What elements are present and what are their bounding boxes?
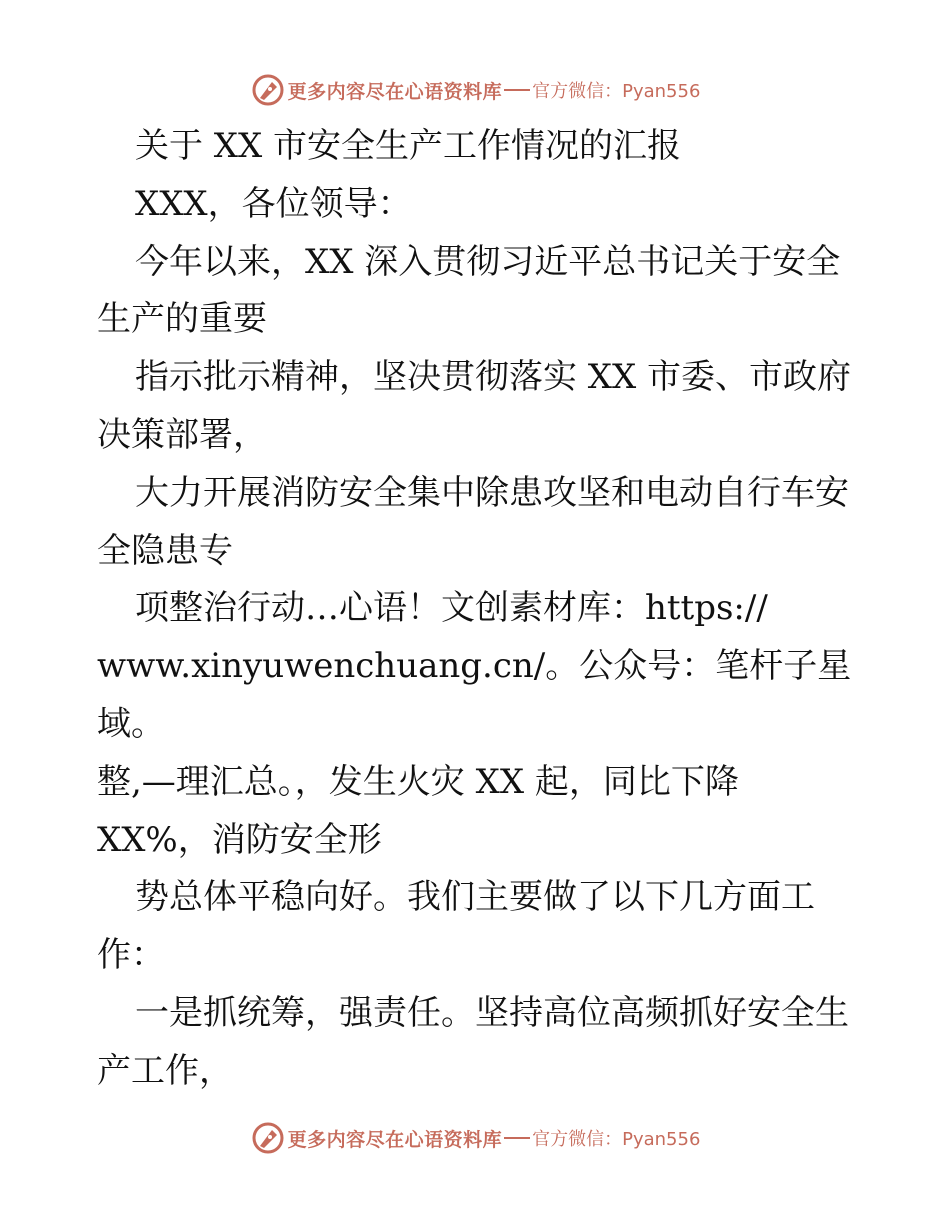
banner-contact-text: 官方微信：Pyan556 (532, 1129, 701, 1150)
text-line: 势总体平稳向好。我们主要做了以下几方面工 (135, 877, 815, 918)
text-line: 产工作， (97, 1050, 233, 1091)
paragraph (97, 234, 857, 350)
text-line: XXX，各位领导： (135, 183, 412, 224)
banner-main-text: 更多内容尽在心语资料库 (287, 1128, 503, 1151)
paragraph (97, 580, 857, 869)
text-line: 大力开展消防安全集中除患攻坚和电动自行车安 (135, 472, 849, 513)
text-line: 关于 XX 市安全生产工作情况的汇报 (135, 126, 682, 166)
text-line: 决策部署， (97, 414, 267, 455)
text-line: 项整治行动…心语！文创素材库：https:// (135, 588, 768, 629)
pen-nib-logo-icon (250, 1120, 286, 1156)
text-line: 指示批示精神，坚决贯彻落实 XX 市委、市政府 (135, 357, 852, 398)
banner-dash (504, 89, 530, 91)
text-line: 今年以来，XX 深入贯彻习近平总书记关于安全 (135, 241, 841, 282)
text-line: 作： (97, 935, 165, 976)
text-line: XX%，消防安全形 (97, 819, 382, 860)
paragraph (97, 985, 857, 1101)
document-body (97, 118, 857, 1101)
text-line: www.xinyuwenchuang.cn/。公众号：笔杆子星域。 (97, 646, 852, 744)
banner-dash (504, 1137, 530, 1139)
text-line: 整,—理汇总。，发生火灾 XX 起，同比下降 (97, 761, 739, 802)
text-line: 生产的重要 (97, 299, 267, 340)
text-line: 一是抓统筹，强责任。坚持高位高频抓好安全生 (135, 992, 849, 1033)
paragraph (97, 465, 857, 581)
banner-contact-text: 官方微信：Pyan556 (532, 81, 701, 102)
paragraph (97, 118, 857, 176)
header-watermark-banner (0, 70, 950, 110)
paragraph (97, 176, 857, 234)
banner-main-text: 更多内容尽在心语资料库 (287, 80, 503, 103)
text-line: 全隐患专 (97, 530, 233, 571)
paragraph (97, 869, 857, 985)
footer-watermark-banner (0, 1118, 950, 1158)
paragraph (97, 349, 857, 465)
pen-nib-logo-icon (250, 72, 286, 108)
